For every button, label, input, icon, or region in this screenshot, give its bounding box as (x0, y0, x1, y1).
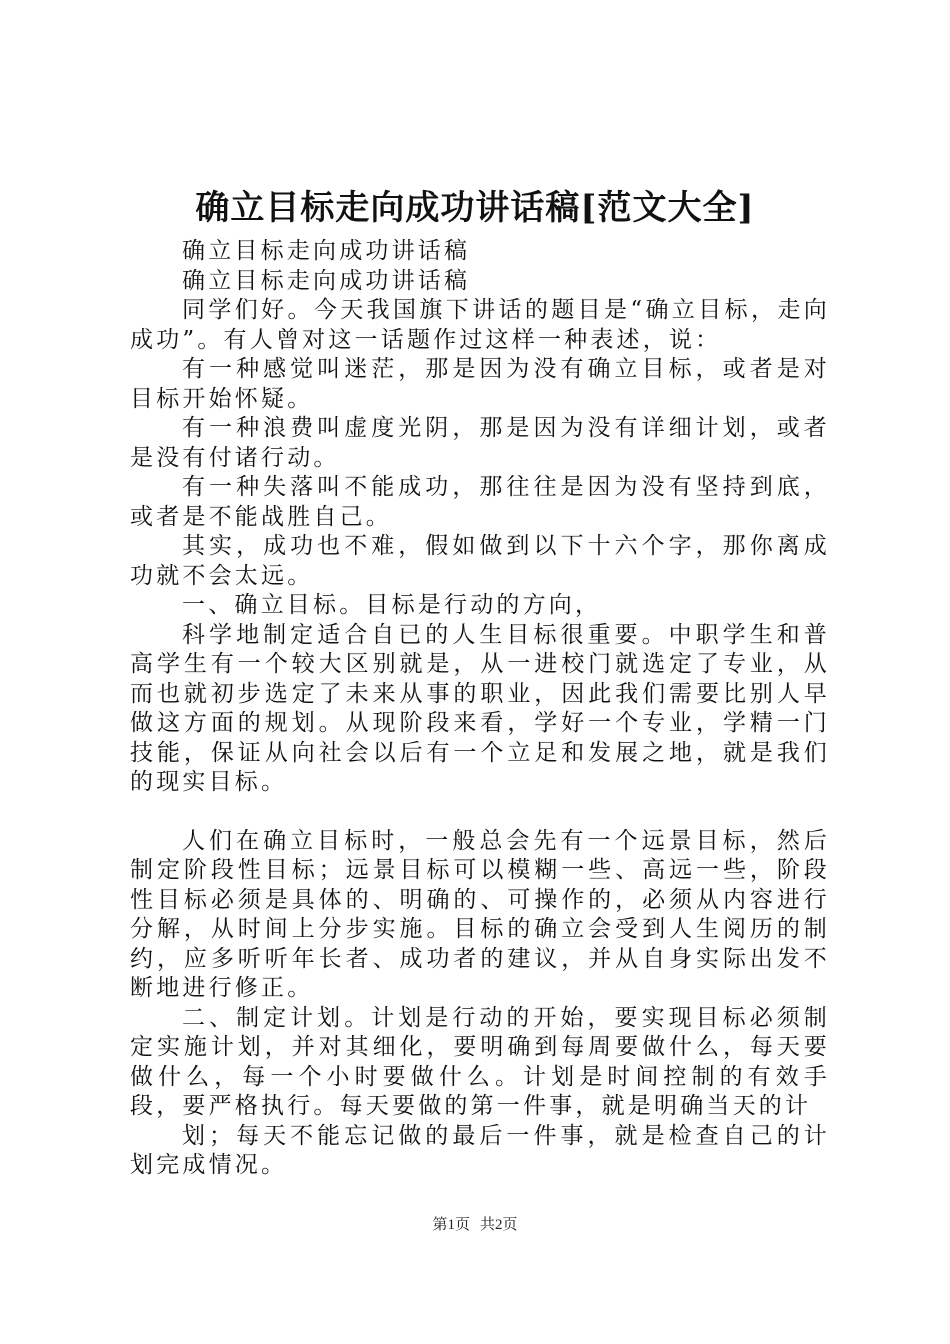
body-paragraph: 科学地制定适合自已的人生目标很重要。中职学生和普高学生有一个较大区别就是，从一进校门就选定了专业，从而也就初步选定了未来从事的职业，因此我们需要比别人早做这方面的规划。从现阶段来看，学好一个专业，学精一门技能，保证从向社会以后有一个立足和发展之地，就是我们的现实目标。 (130, 621, 830, 795)
body-paragraph: 有一种感觉叫迷茫，那是因为没有确立目标，或者是对目标开始怀疑。 (130, 356, 830, 412)
subtitle-line: 确立目标走向成功讲话稿 (182, 238, 471, 264)
page-total: 共2页 (480, 1217, 518, 1233)
document-body (130, 237, 830, 1181)
body-paragraph: 其实，成功也不难，假如做到以下十六个字，那你离成功就不会太远。 (130, 533, 830, 589)
body-paragraph: 划；每天不能忘记做的最后一件事，就是检查自己的计划完成情况。 (130, 1122, 830, 1178)
body-paragraph: 同学们好。今天我国旗下讲话的题目是“确立目标，走向成功”。有人曾对这一话题作过这样一种表述，说： (130, 297, 830, 353)
body-paragraph: 有一种失落叫不能成功，那往往是因为没有坚持到底，或者是不能战胜自己。 (130, 474, 830, 530)
body-paragraph: 有一种浪费叫虚度光阴，那是因为没有详细计划，或者是没有付诸行动。 (130, 415, 830, 471)
page-footer (0, 1215, 950, 1235)
section-heading-1: 一、确立目标。目标是行动的方向， (182, 592, 602, 618)
subtitle-line: 确立目标走向成功讲话稿 (182, 267, 471, 294)
section-heading-2: 二、制定计划。计划是行动的开始，要实现目标必须制定实施计划，并对其细化，要明确到每周要做什么，每天要做什么，每一个小时要做什么。计划是时间控制的有效手段，要严格执行。每天要做的第一件事，就是明确当天的计 (130, 1004, 830, 1119)
document-title: 确立目标走向成功讲话稿[范文大全] (195, 188, 755, 228)
body-paragraph: 人们在确立目标时，一般总会先有一个远景目标，然后制定阶段性目标；远景目标可以模糊一些、高远一些，阶段性目标必须是具体的、明确的、可操作的，必须从内容进行分解，从时间上分步实施。目标的确立会受到人生阅历的制约，应多听听年长者、成功者的建议，并从自身实际出发不断地进行修正。 (130, 827, 830, 1001)
page-number: 第1页 (432, 1217, 470, 1233)
